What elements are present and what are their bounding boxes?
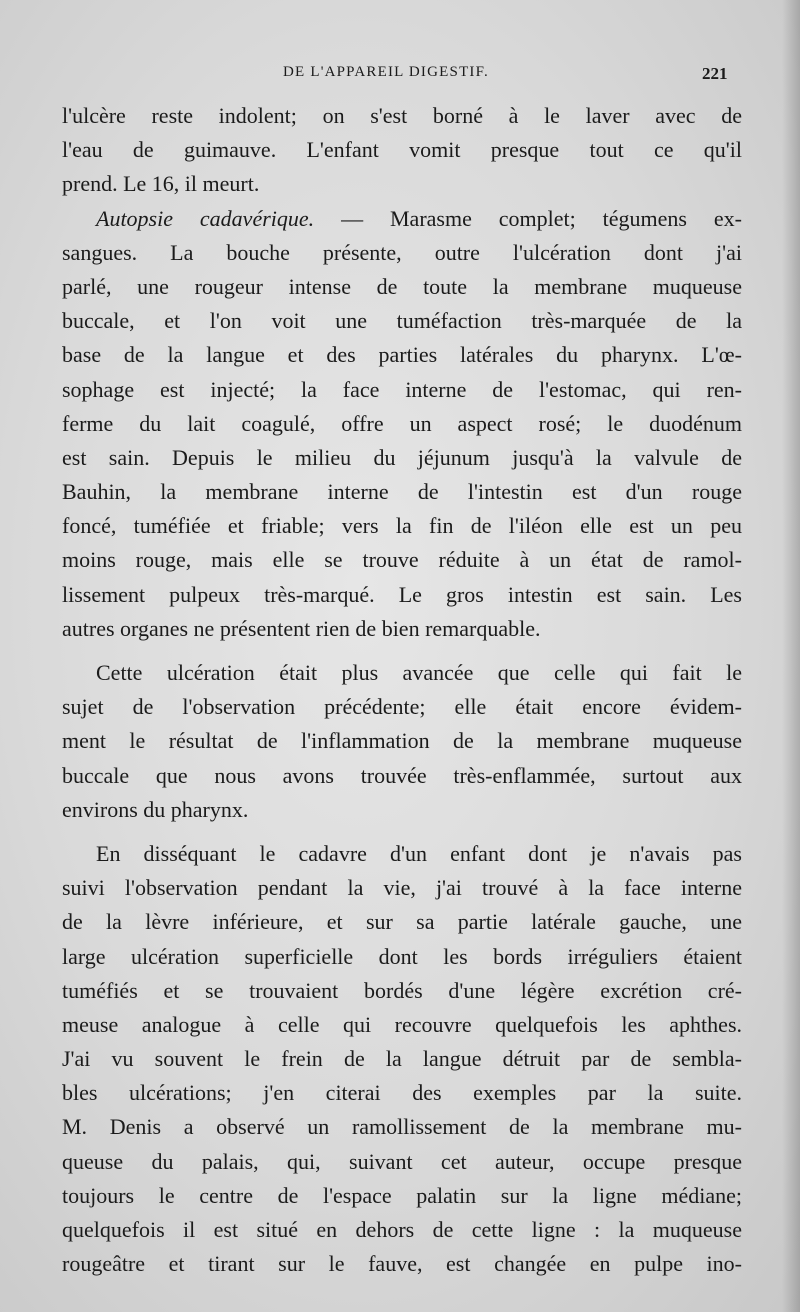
autopsy-heading: Autopsie cadavérique. [96, 205, 315, 231]
text-line: prend. Le 16, il meurt. [62, 171, 260, 197]
text-span: — Marasme complet; tégumens ex- [341, 205, 742, 231]
page-number: 221 [702, 64, 728, 83]
text-line: base de la langue et des parties latérales du pharynx. L'œ- [62, 342, 742, 368]
page-edge-shadow [782, 0, 800, 1312]
text-line: large ulcération superficielle dont les bords irréguliers étaient [62, 943, 742, 969]
text-line [62, 202, 742, 236]
text-line: l'ulcère reste indolent; on s'est borné à le laver avec de [62, 103, 742, 128]
text-line: queuse du palais, qui, suivant cet auteur, occupe presque [62, 1148, 742, 1174]
text-line: suivi l'observation pendant la vie, j'ai trouvé à la face interne [62, 875, 742, 901]
text-line: sangues. La bouche présente, outre l'ulcération dont j'ai [62, 239, 742, 265]
paragraph-3 [62, 656, 742, 827]
text-line: sujet de l'observation précédente; elle était encore évidem- [62, 694, 742, 720]
text-line: buccale, et l'on voit une tuméfaction très-marquée de la [62, 308, 742, 334]
paragraph-4 [62, 837, 742, 1281]
text-line: parlé, une rougeur intense de toute la membrane muqueuse [62, 273, 742, 299]
running-head: DE L'APPAREIL DIGESTIF. [283, 64, 489, 80]
text-line: quelquefois il est situé en dehors de cette ligne : la muqueuse [62, 1217, 742, 1242]
text-line: l'eau de guimauve. L'enfant vomit presque tout ce qu'il [62, 137, 742, 163]
paragraph-2 [62, 202, 742, 646]
text-line: Bauhin, la membrane interne de l'intestin est d'un rouge [62, 479, 742, 505]
text-line: lissement pulpeux très-marqué. Le gros intestin est sain. Les [62, 581, 742, 607]
text-line: M. Denis a observé un ramollissement de la membrane mu- [62, 1114, 742, 1140]
text-line: sophage est injecté; la face interne de l'estomac, qui ren- [62, 376, 742, 402]
text-line: J'ai vu souvent le frein de la langue détruit par de sembla- [62, 1046, 742, 1072]
paragraph-1 [62, 99, 742, 202]
text-line: buccale que nous avons trouvée très-enflammée, surtout aux [62, 762, 742, 788]
text-line: toujours le centre de l'espace palatin sur la ligne médiane; [62, 1182, 742, 1208]
text-line: rougeâtre et tirant sur le fauve, est changée en pulpe ino- [62, 1251, 742, 1277]
paragraph-gap [62, 827, 742, 837]
body-text [62, 99, 742, 1281]
text-line: meuse analogue à celle qui recouvre quelquefois les aphthes. [62, 1011, 742, 1037]
text-line: ment le résultat de l'inflammation de la membrane muqueuse [62, 728, 742, 754]
text-line: tuméfiés et se trouvaient bordés d'une légère excrétion cré- [62, 977, 742, 1003]
text-line: est sain. Depuis le milieu du jéjunum jusqu'à la valvule de [62, 444, 742, 470]
text-line: environs du pharynx. [62, 796, 249, 822]
text-line: moins rouge, mais elle se trouve réduite à un état de ramol- [62, 547, 742, 573]
text-line: ferme du lait coagulé, offre un aspect rosé; le duodénum [62, 410, 742, 436]
paragraph-gap [62, 646, 742, 656]
page-header [0, 64, 800, 90]
text-line: autres organes ne présentent rien de bien remarquable. [62, 615, 541, 641]
text-line: En disséquant le cadavre d'un enfant dont je n'avais pas [96, 840, 742, 866]
text-line: Cette ulcération était plus avancée que celle qui fait le [96, 660, 742, 685]
text-line: de la lèvre inférieure, et sur sa partie latérale gauche, une [62, 909, 742, 935]
text-line: foncé, tuméfiée et friable; vers la fin de l'iléon elle est un peu [62, 513, 742, 539]
text-line: bles ulcérations; j'en citerai des exemples par la suite. [62, 1080, 742, 1106]
